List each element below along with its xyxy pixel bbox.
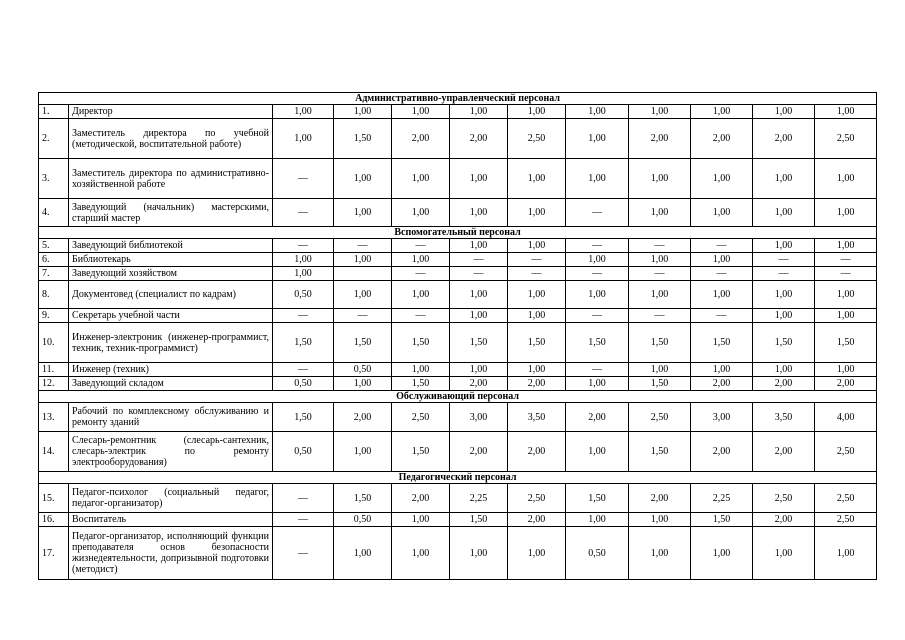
- staff-rate-cell: 1,50: [450, 323, 508, 363]
- staff-rate-cell: —: [566, 199, 629, 227]
- staff-rate-cell: 1,00: [566, 513, 629, 527]
- staff-rate-cell: 1,00: [566, 432, 629, 472]
- staff-rate-cell: 1,00: [629, 363, 691, 377]
- section-header-row: [39, 472, 877, 484]
- staff-rate-cell: —: [392, 239, 450, 253]
- staff-rate-cell: 0,50: [273, 432, 334, 472]
- staff-rate-cell: 1,00: [273, 253, 334, 267]
- staff-rate-cell: 1,00: [753, 239, 815, 253]
- staff-rate-cell: 1,00: [392, 199, 450, 227]
- position-name: Инженер (техник): [69, 363, 273, 377]
- staff-rate-cell: 2,50: [753, 484, 815, 513]
- staff-rate-cell: —: [392, 267, 450, 281]
- staff-rate-cell: 2,50: [815, 432, 877, 472]
- staff-rate-cell: 2,50: [508, 484, 566, 513]
- position-name: Рабочий по комплексному обслуживанию и ремонту зданий: [69, 403, 273, 432]
- table-row: [39, 363, 877, 377]
- row-number: 1.: [39, 105, 69, 119]
- row-number: 8.: [39, 281, 69, 309]
- staff-rate-cell: 2,00: [753, 513, 815, 527]
- staff-rate-cell: 1,00: [629, 159, 691, 199]
- staff-rate-cell: 1,00: [691, 253, 753, 267]
- staff-rate-cell: 1,00: [450, 105, 508, 119]
- staff-rate-cell: 1,00: [753, 309, 815, 323]
- staff-rate-cell: 1,00: [334, 527, 392, 580]
- staff-rate-cell: 1,00: [566, 281, 629, 309]
- staff-rate-cell: 1,00: [334, 159, 392, 199]
- staff-rate-cell: —: [629, 239, 691, 253]
- section-title: Педагогический персонал: [39, 472, 877, 484]
- staff-rate-cell: 0,50: [334, 363, 392, 377]
- staff-rate-cell: 1,00: [334, 432, 392, 472]
- staff-rate-cell: 1,00: [629, 281, 691, 309]
- table-row: [39, 267, 877, 281]
- staff-rate-cell: 1,00: [273, 105, 334, 119]
- staff-rate-cell: 1,00: [629, 105, 691, 119]
- staff-rate-cell: 2,00: [566, 403, 629, 432]
- staff-rate-cell: [334, 267, 392, 281]
- row-number: 9.: [39, 309, 69, 323]
- staff-rate-cell: 1,00: [691, 527, 753, 580]
- position-name: Заместитель директора по административно-хозяйственной работе: [69, 159, 273, 199]
- table-row: [39, 159, 877, 199]
- staff-rate-cell: 2,50: [815, 484, 877, 513]
- table-row: [39, 199, 877, 227]
- staff-rate-cell: 1,00: [566, 105, 629, 119]
- staff-rate-cell: 1,00: [815, 363, 877, 377]
- staff-rate-cell: 1,00: [691, 199, 753, 227]
- staff-rate-cell: 1,50: [450, 513, 508, 527]
- position-name: Слесарь-ремонтник (слесарь-сантехник, слесарь-электрик по ремонту электрооборудования): [69, 432, 273, 472]
- staff-rate-cell: —: [629, 309, 691, 323]
- staff-rate-cell: 1,00: [450, 199, 508, 227]
- position-name: Заведующий складом: [69, 377, 273, 391]
- staff-rate-cell: 1,50: [392, 323, 450, 363]
- staff-rate-cell: 1,00: [334, 377, 392, 391]
- staff-rate-cell: 1,00: [508, 105, 566, 119]
- staff-rate-cell: —: [566, 267, 629, 281]
- staff-rate-cell: 1,50: [273, 403, 334, 432]
- staff-rate-cell: 1,00: [691, 281, 753, 309]
- staff-rate-cell: 3,50: [508, 403, 566, 432]
- staff-rate-cell: 1,50: [691, 323, 753, 363]
- table-row: [39, 105, 877, 119]
- staff-rate-cell: 1,00: [334, 199, 392, 227]
- row-number: 10.: [39, 323, 69, 363]
- staff-rate-cell: 1,50: [334, 119, 392, 159]
- staff-rate-cell: 1,00: [334, 105, 392, 119]
- staff-rate-cell: 1,00: [815, 309, 877, 323]
- staff-rate-cell: 1,00: [392, 363, 450, 377]
- staff-rate-cell: 1,50: [629, 377, 691, 391]
- staff-rate-cell: 1,00: [815, 527, 877, 580]
- staff-rate-cell: 1,50: [629, 323, 691, 363]
- staff-rate-cell: 1,00: [629, 513, 691, 527]
- staff-rate-cell: 1,00: [629, 527, 691, 580]
- staff-rate-cell: 1,50: [273, 323, 334, 363]
- staff-rate-cell: —: [691, 309, 753, 323]
- staff-rate-cell: 1,00: [508, 239, 566, 253]
- staff-rate-cell: 2,00: [691, 119, 753, 159]
- staff-rate-cell: 1,00: [334, 253, 392, 267]
- staff-rate-cell: —: [273, 309, 334, 323]
- row-number: 16.: [39, 513, 69, 527]
- staff-rate-cell: —: [691, 267, 753, 281]
- section-title: Вспомогательный персонал: [39, 227, 877, 239]
- staff-rate-cell: 1,00: [392, 527, 450, 580]
- staff-rate-cell: 1,00: [691, 363, 753, 377]
- staff-rate-cell: 1,00: [508, 309, 566, 323]
- staff-rate-cell: 1,50: [753, 323, 815, 363]
- staff-rate-cell: —: [273, 527, 334, 580]
- staff-rate-cell: —: [273, 159, 334, 199]
- position-name: Заместитель директора по учебной (методической, воспитательной работе): [69, 119, 273, 159]
- staff-rate-cell: —: [273, 484, 334, 513]
- staff-rate-cell: —: [334, 239, 392, 253]
- table-row: [39, 403, 877, 432]
- table-row: [39, 119, 877, 159]
- staff-rate-cell: 1,00: [753, 281, 815, 309]
- staff-rate-cell: 2,25: [450, 484, 508, 513]
- staff-rate-cell: 2,50: [392, 403, 450, 432]
- staff-rate-cell: 1,50: [815, 323, 877, 363]
- staff-rate-cell: —: [273, 239, 334, 253]
- staff-rate-cell: —: [450, 253, 508, 267]
- staff-rate-cell: 1,00: [815, 199, 877, 227]
- staff-rate-cell: 2,00: [508, 377, 566, 391]
- staff-rate-cell: 2,00: [508, 513, 566, 527]
- staff-rate-cell: 1,50: [629, 432, 691, 472]
- staff-rate-cell: 2,00: [629, 484, 691, 513]
- staff-rate-cell: —: [450, 267, 508, 281]
- staff-rate-cell: 1,00: [450, 239, 508, 253]
- staff-rate-cell: 1,50: [334, 484, 392, 513]
- staff-rate-cell: 3,00: [450, 403, 508, 432]
- staff-rate-cell: 3,00: [691, 403, 753, 432]
- staff-rate-cell: 1,00: [273, 267, 334, 281]
- staff-rate-cell: 2,50: [815, 513, 877, 527]
- staff-rate-cell: 2,00: [450, 432, 508, 472]
- staff-rate-cell: 1,50: [334, 323, 392, 363]
- staff-rate-cell: 1,00: [450, 363, 508, 377]
- staff-rate-cell: 1,00: [629, 253, 691, 267]
- staff-rate-cell: 1,00: [815, 239, 877, 253]
- section-title: Обслуживающий персонал: [39, 391, 877, 403]
- staff-rate-cell: 0,50: [273, 281, 334, 309]
- section-header-row: [39, 227, 877, 239]
- staff-rate-cell: 1,50: [392, 377, 450, 391]
- staff-rate-cell: 2,00: [508, 432, 566, 472]
- staff-rate-cell: 2,25: [691, 484, 753, 513]
- table-row: [39, 323, 877, 363]
- table-row: [39, 484, 877, 513]
- staff-rate-cell: —: [566, 309, 629, 323]
- staff-rate-cell: —: [815, 253, 877, 267]
- staff-rate-cell: 2,00: [815, 377, 877, 391]
- staff-rate-cell: 1,00: [508, 199, 566, 227]
- staff-rate-cell: 1,00: [334, 281, 392, 309]
- section-header-row: [39, 391, 877, 403]
- staff-rate-cell: —: [508, 253, 566, 267]
- table-row: [39, 513, 877, 527]
- staff-rate-cell: 1,00: [629, 199, 691, 227]
- staff-norms-table: [38, 92, 877, 580]
- staff-rate-cell: 1,00: [753, 105, 815, 119]
- position-name: Педагог-организатор, исполняющий функции преподавателя основ безопасности жизнедеятельности, допризывной подготовки (методист): [69, 527, 273, 580]
- staff-rate-cell: 0,50: [273, 377, 334, 391]
- staff-rate-cell: 0,50: [566, 527, 629, 580]
- staff-rate-cell: 1,50: [566, 323, 629, 363]
- position-name: Воспитатель: [69, 513, 273, 527]
- staff-rate-cell: 2,00: [753, 119, 815, 159]
- row-number: 11.: [39, 363, 69, 377]
- row-number: 17.: [39, 527, 69, 580]
- staff-rate-cell: 1,00: [691, 105, 753, 119]
- staff-rate-cell: —: [566, 363, 629, 377]
- table-row: [39, 309, 877, 323]
- staff-rate-cell: 4,00: [815, 403, 877, 432]
- table-row: [39, 281, 877, 309]
- row-number: 7.: [39, 267, 69, 281]
- staff-rate-cell: —: [815, 267, 877, 281]
- staff-rate-cell: 1,00: [392, 513, 450, 527]
- staff-rate-cell: 2,00: [691, 377, 753, 391]
- staff-rate-cell: —: [691, 239, 753, 253]
- position-name: Документовед (специалист по кадрам): [69, 281, 273, 309]
- row-number: 5.: [39, 239, 69, 253]
- staff-rate-cell: 2,00: [753, 432, 815, 472]
- table-row: [39, 432, 877, 472]
- staff-rate-cell: 2,00: [629, 119, 691, 159]
- staff-rate-cell: 2,00: [450, 377, 508, 391]
- row-number: 6.: [39, 253, 69, 267]
- staff-rate-cell: 1,00: [450, 527, 508, 580]
- section-title: Административно-управленческий персонал: [39, 93, 877, 105]
- staff-rate-cell: 2,00: [753, 377, 815, 391]
- staff-rate-cell: —: [392, 309, 450, 323]
- staff-rate-cell: —: [753, 253, 815, 267]
- staff-rate-cell: 0,50: [334, 513, 392, 527]
- table-row: [39, 253, 877, 267]
- table-row: [39, 527, 877, 580]
- staff-rate-cell: 1,00: [508, 363, 566, 377]
- staff-rate-cell: 1,50: [508, 323, 566, 363]
- staff-rate-cell: —: [629, 267, 691, 281]
- position-name: Заведующий хозяйством: [69, 267, 273, 281]
- staff-rate-cell: 1,00: [508, 159, 566, 199]
- staff-rate-cell: 1,00: [450, 281, 508, 309]
- position-name: Инженер-электроник (инженер-программист, техник, техник-программист): [69, 323, 273, 363]
- staff-rate-cell: —: [508, 267, 566, 281]
- row-number: 2.: [39, 119, 69, 159]
- staff-rate-cell: 1,00: [566, 119, 629, 159]
- staff-rate-cell: 1,00: [753, 199, 815, 227]
- row-number: 3.: [39, 159, 69, 199]
- position-name: Заведующий (начальник) мастерскими, старший мастер: [69, 199, 273, 227]
- row-number: 12.: [39, 377, 69, 391]
- position-name: Педагог-психолог (социальный педагог, педагог-организатор): [69, 484, 273, 513]
- row-number: 13.: [39, 403, 69, 432]
- staff-rate-cell: 1,00: [508, 527, 566, 580]
- staff-rate-cell: 1,00: [815, 281, 877, 309]
- staff-rate-cell: 1,50: [566, 484, 629, 513]
- staff-rate-cell: —: [273, 199, 334, 227]
- position-name: Секретарь учебной части: [69, 309, 273, 323]
- staff-rate-cell: 1,00: [753, 527, 815, 580]
- table-row: [39, 377, 877, 391]
- table-row: [39, 239, 877, 253]
- row-number: 4.: [39, 199, 69, 227]
- section-header-row: [39, 93, 877, 105]
- staff-rate-cell: 1,00: [815, 105, 877, 119]
- staff-rate-cell: 2,50: [508, 119, 566, 159]
- staff-rate-cell: —: [753, 267, 815, 281]
- staff-rate-cell: 1,00: [392, 105, 450, 119]
- staff-rate-cell: 1,00: [450, 159, 508, 199]
- staff-rate-cell: —: [334, 309, 392, 323]
- staff-rate-cell: 1,00: [815, 159, 877, 199]
- staff-rate-cell: 2,50: [629, 403, 691, 432]
- position-name: Заведующий библиотекой: [69, 239, 273, 253]
- staff-rate-cell: 1,50: [691, 513, 753, 527]
- staff-rate-cell: —: [566, 239, 629, 253]
- staff-rate-cell: 1,50: [392, 432, 450, 472]
- position-name: Библиотекарь: [69, 253, 273, 267]
- staff-rate-cell: 2,00: [334, 403, 392, 432]
- row-number: 14.: [39, 432, 69, 472]
- staff-rate-cell: 1,00: [392, 159, 450, 199]
- staff-rate-cell: 1,00: [753, 159, 815, 199]
- position-name: Директор: [69, 105, 273, 119]
- row-number: 15.: [39, 484, 69, 513]
- staff-rate-cell: 2,50: [815, 119, 877, 159]
- staff-rate-cell: 1,00: [273, 119, 334, 159]
- staff-rate-cell: 1,00: [566, 377, 629, 391]
- staff-rate-cell: 2,00: [392, 484, 450, 513]
- staff-rate-cell: 1,00: [392, 281, 450, 309]
- staff-rate-cell: —: [273, 363, 334, 377]
- staff-rate-cell: 1,00: [392, 253, 450, 267]
- staff-rate-cell: 1,00: [566, 159, 629, 199]
- staff-rate-cell: 1,00: [691, 159, 753, 199]
- staff-rate-cell: 1,00: [508, 281, 566, 309]
- staff-rate-cell: —: [273, 513, 334, 527]
- staff-rate-cell: 2,00: [392, 119, 450, 159]
- staff-rate-cell: 1,00: [753, 363, 815, 377]
- staff-rate-cell: 2,00: [691, 432, 753, 472]
- staff-rate-cell: 3,50: [753, 403, 815, 432]
- staff-rate-cell: 2,00: [450, 119, 508, 159]
- staff-rate-cell: 1,00: [450, 309, 508, 323]
- staff-rate-cell: 1,00: [566, 253, 629, 267]
